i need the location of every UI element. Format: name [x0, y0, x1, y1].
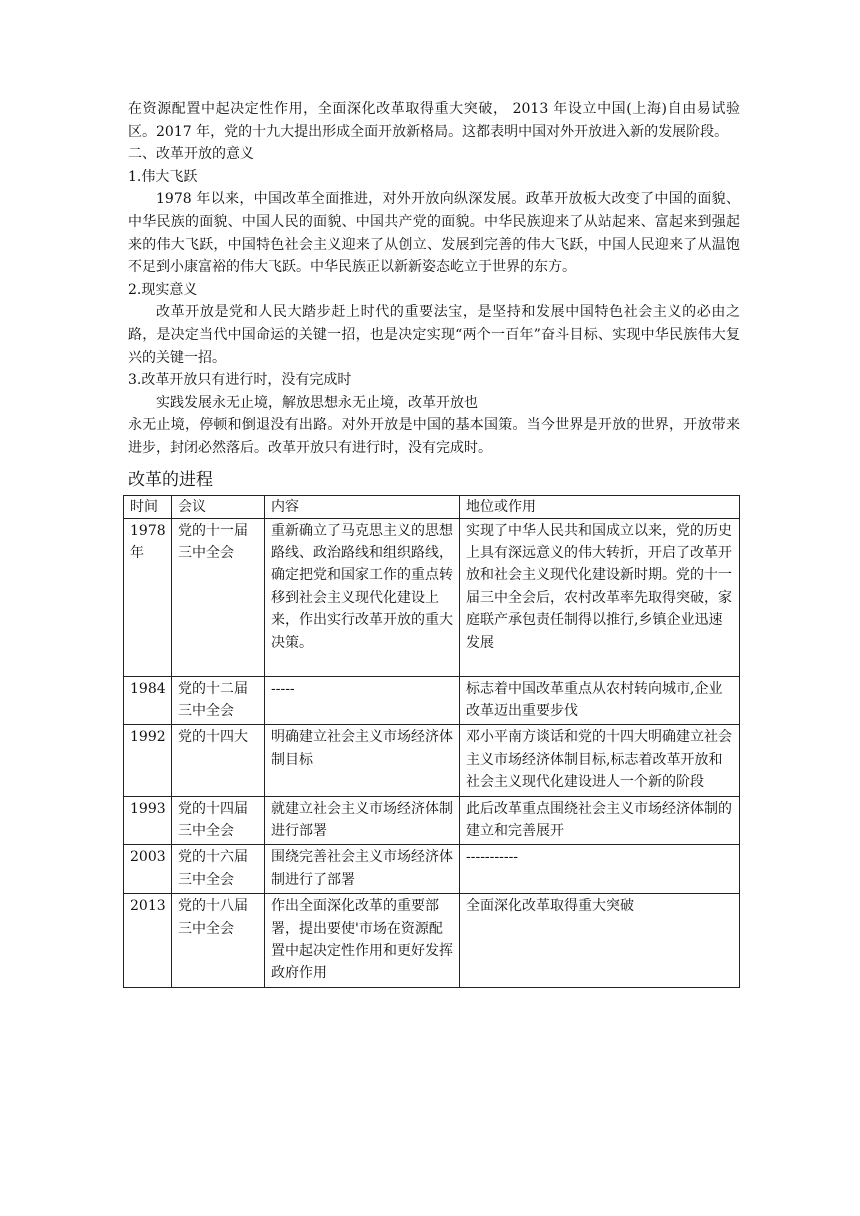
table-row: [124, 725, 740, 796]
table-row: [124, 676, 740, 725]
cell-role: 全面深化改革取得重大突破: [460, 894, 740, 988]
cell-content: 作出全面深化改革的重要部署，提出要使'市场在资源配置中起决定性作用和更好发挥政府作用: [265, 894, 460, 988]
cell-year: 1993: [124, 796, 172, 845]
cell-meeting: 党的十六届三中全会: [172, 845, 265, 894]
paragraph-3a: 实践发展永无止境，解放思想永无止境，改革开放也: [156, 394, 478, 411]
cell-meeting: 党的十一届三中全会: [172, 518, 265, 676]
cell-meeting: 党的十二届三中全会: [172, 676, 265, 725]
cell-content: 重新确立了马克思主义的思想路线、政治路线和组织路线，确定把党和国家工作的重点转移到社会主义现代化建设上来，作出实行改革开放的重大决策。: [265, 518, 460, 676]
cell-year: 2003: [124, 845, 172, 894]
cell-content: 明确建立社会主义市场经济体制目标: [265, 725, 460, 796]
table-row: [124, 796, 740, 845]
cell-content: 就建立社会主义市场经济体制进行部署: [265, 796, 460, 845]
cell-role: 实现了中华人民共和国成立以来，党的历史上具有深远意义的伟大转折，开启了改革开放和社会主义现代化建设新时期。党的十一届三中全会后，农村改革率先取得突破，家庭联产承包责任制得以推行,乡镇企业迅速发展: [460, 518, 740, 676]
paragraph-2: 改革开放是党和人民大踏步赶上时代的重要法宝，是坚持和发展中国特色社会主义的必由之路，是决定当代中国命运的关键一招，也是决定实现“两个一百年”奋斗目标、实现中华民族伟大复兴的关键一招。: [128, 304, 740, 366]
subheading-1: 1.伟大飞跃: [128, 168, 198, 185]
intro-paragraph: 在资源配置中起决定性作用，全面深化改革取得重大突破， 2013 年设立中国(上海)自由易试验区。2017 年，党的十九大提出形成全面开放新格局。这都表明中国对外开放进入新的发展阶段。: [128, 101, 740, 140]
header-time: 时间: [124, 495, 172, 518]
table-row: [124, 845, 740, 894]
cell-content: -----: [265, 676, 460, 725]
reform-process-table: [123, 495, 740, 988]
table-row: [124, 894, 740, 988]
cell-year: 1984: [124, 676, 172, 725]
cell-year: 2013: [124, 894, 172, 988]
subheading-2: 2.现实意义: [128, 281, 198, 298]
section-heading: 二、改革开放的意义: [128, 146, 254, 163]
document-page: [128, 98, 740, 988]
subheading-3: 3.改革开放只有进行时，没有完成时: [128, 372, 352, 389]
cell-content: 围绕完善社会主义市场经济体制进行了部署: [265, 845, 460, 894]
table-row: [124, 518, 740, 676]
header-meeting: 会议: [172, 495, 265, 518]
cell-meeting: 党的十四届三中全会: [172, 796, 265, 845]
paragraph-1: 1978 年以来，中国改革全面推进，对外开放向纵深发展。政革开放板大改变了中国的面貌、中华民族的面貌、中国人民的面貌、中国共产党的面貌。中华民族迎来了从站起来、富起来到强起来的伟大飞跃，中国特色社会主义迎来了从创立、发展到完善的伟大飞跃，中国人民迎来了从温饱不足到小康富裕的伟大飞跃。中华民族正以新新姿态屹立于世界的东方。: [128, 191, 740, 276]
header-content: 内容: [265, 495, 460, 518]
cell-role: 此后改革重点围绕社会主义市场经济体制的建立和完善展开: [460, 796, 740, 845]
cell-year: 1978年: [124, 518, 172, 676]
cell-role: 标志着中国改革重点从农村转向城市,企业改革迈出重要步伐: [460, 676, 740, 725]
table-title: 改革的进程: [128, 469, 213, 490]
cell-meeting: 党的十八届三中全会: [172, 894, 265, 988]
table-header-row: [124, 495, 740, 518]
paragraph-3b: 永无止境，停顿和倒退没有出路。对外开放是中国的基本国策。当今世界是开放的世界，开放带来进步，封闭必然落后。改革开放只有进行时，没有完成时。: [128, 417, 740, 456]
header-role: 地位或作用: [460, 495, 740, 518]
cell-year: 1992: [124, 725, 172, 796]
cell-role: 邓小平南方谈话和党的十四大明确建立社会主义市场经济体制目标,标志着改革开放和社会主义现代化建设进人一个新的阶段: [460, 725, 740, 796]
cell-meeting: 党的十四大: [172, 725, 265, 796]
cell-role: -----------: [460, 845, 740, 894]
